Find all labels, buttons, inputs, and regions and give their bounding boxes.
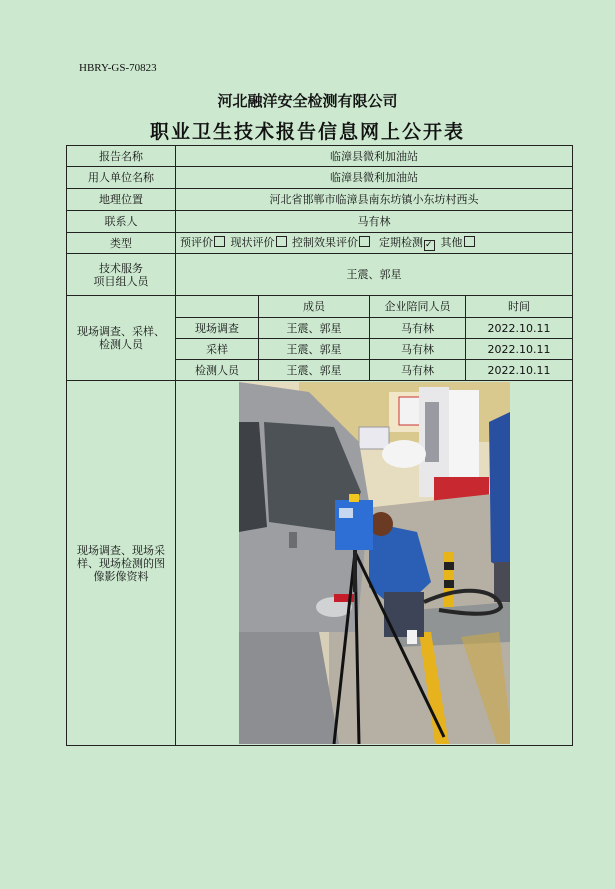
checkbox-icon[interactable] — [464, 236, 475, 247]
checkbox-icon[interactable] — [359, 236, 370, 247]
image-cell — [176, 381, 573, 746]
staff-header-date: 时间 — [466, 296, 573, 318]
checked-checkbox-icon[interactable]: ✓ — [424, 240, 435, 251]
type-option: 其他 — [441, 236, 477, 249]
staff-header-members: 成员 — [259, 296, 370, 318]
checkbox-icon[interactable] — [276, 236, 287, 247]
staff-header-escort: 企业陪同人员 — [370, 296, 466, 318]
site-photo — [239, 382, 510, 744]
employer-value: 临漳县微利加油站 — [176, 167, 573, 189]
staff-header-blank — [176, 296, 259, 318]
type-option: 控制效果评价 — [292, 236, 372, 249]
report-name-value: 临漳县微利加油站 — [176, 146, 573, 167]
company-name: 河北融洋安全检测有限公司 — [217, 92, 398, 110]
table-row: 现场调查 王震、郭星 马有林 2022.10.11 — [67, 318, 573, 339]
images-label: 现场调查、现场采 样、现场检测的图 像影像资料 — [67, 381, 176, 746]
location-value: 河北省邯郸市临漳县南东坊镇小东坊村西头 — [176, 189, 573, 211]
team-value: 王震、郭星 — [176, 254, 573, 296]
page-title: 职业卫生技术报告信息网上公开表 — [149, 121, 465, 143]
team-label: 技术服务 项目组人员 — [67, 254, 176, 296]
contact-label: 联系人 — [67, 211, 176, 233]
type-option: 预评价 — [180, 236, 227, 249]
document-code: HBRY-GS-70823 — [79, 62, 157, 74]
checkbox-icon[interactable] — [214, 236, 225, 247]
info-table — [66, 145, 573, 746]
location-label: 地理位置 — [67, 189, 176, 211]
staff-label: 现场调查、采样、 检测人员 — [67, 296, 176, 381]
type-label: 类型 — [67, 233, 176, 254]
table-row: 检测人员 王震、郭星 马有林 2022.10.11 — [67, 360, 573, 381]
contact-value: 马有林 — [176, 211, 573, 233]
employer-label: 用人单位名称 — [67, 167, 176, 189]
type-options — [176, 233, 573, 254]
site-photo-svg — [239, 382, 510, 744]
report-name-label: 报告名称 — [67, 146, 176, 167]
type-option: 定期检测 ✓ — [376, 236, 438, 249]
table-row: 采样 王震、郭星 马有林 2022.10.11 — [67, 339, 573, 360]
type-option: 现状评价 — [231, 236, 289, 249]
